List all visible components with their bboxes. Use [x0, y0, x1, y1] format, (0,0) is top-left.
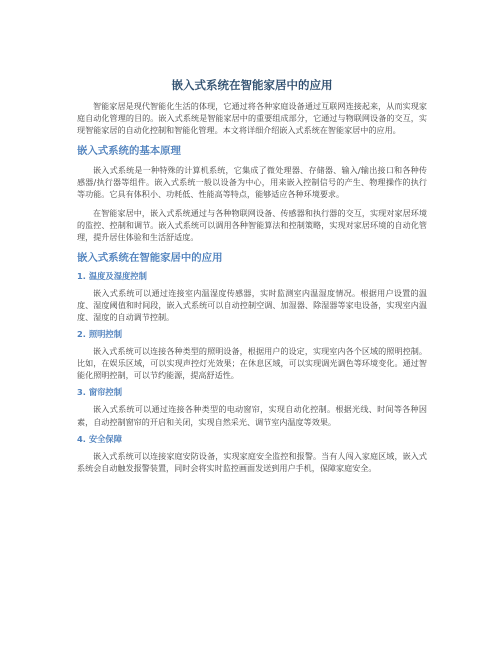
principles-paragraph-1: 嵌入式系统是一种特殊的计算机系统，它集成了微处理器、存储器、输入/输出接口和各种传感器/执行器等组件。嵌入式系统一般以设备为中心，用来嵌入控制信号的产生、物理操作的执行等功能。它具有体积小、功耗低、性能高等特点，能够适应各种环境要求。 [77, 165, 427, 200]
intro-paragraph: 智能家居是现代智能化生活的体现，它通过将各种家庭设备通过互联网连接起来，从而实现家庭自动化管理的目的。嵌入式系统是智能家居中的重要组成部分，它通过与物联网设备的交互，实现智能家居的自动化控制和智能化管理。本文将详细介绍嵌入式系统在智能家居中的应用。 [77, 101, 427, 136]
temperature-humidity-paragraph: 嵌入式系统可以通过连接室内温湿度传感器，实时监测室内温湿度情况。根据用户设置的温度、湿度阈值和时间段，嵌入式系统可以自动控制空调、加湿器、除湿器等家电设备，实现室内温度、湿度的自动调节控制。 [77, 287, 427, 323]
curtain-paragraph: 嵌入式系统可以通过连接各种类型的电动窗帘，实现自动化控制。根据光线、时间等各种因素，自动控制窗帘的开启和关闭，实现自然采光、调节室内温度等效果。 [77, 404, 427, 427]
principles-paragraph-2: 在智能家居中，嵌入式系统通过与各种物联网设备、传感器和执行器的交互，实现对家居环境的监控、控制和调节。嵌入式系统可以调用各种智能算法和控制策略，实现对家居环境的自动化管理，提升居住体验和生活舒适度。 [77, 207, 427, 242]
security-paragraph: 嵌入式系统可以连接家庭安防设备，实现家庭安全监控和报警。当有人闯入家庭区域，嵌入式系统会自动触发报警装置，同时会将实时监控画面发送到用户手机，保障家庭安全。 [77, 450, 427, 473]
subheading-lighting: 2. 照明控制 [77, 329, 123, 340]
subheading-curtain: 3. 窗帘控制 [77, 387, 123, 398]
subheading-temperature-humidity: 1. 温度及湿度控制 [77, 270, 147, 281]
document-title: 嵌入式系统在智能家居中的应用 [171, 78, 333, 92]
section-heading-applications: 嵌入式系统在智能家居中的应用 [77, 251, 223, 264]
document-page [77, 78, 427, 480]
lighting-paragraph: 嵌入式系统可以连接各种类型的照明设备，根据用户的设定，实现室内各个区域的照明控制。比如，在娱乐区域，可以实现声控灯光效果；在休息区域，可以实现调光调色等环境变化。通过智能化照明控制，可以节约能源，提高舒适性。 [77, 346, 427, 381]
section-heading-principles: 嵌入式系统的基本原理 [77, 145, 181, 158]
subheading-security: 4. 安全保障 [77, 433, 123, 444]
